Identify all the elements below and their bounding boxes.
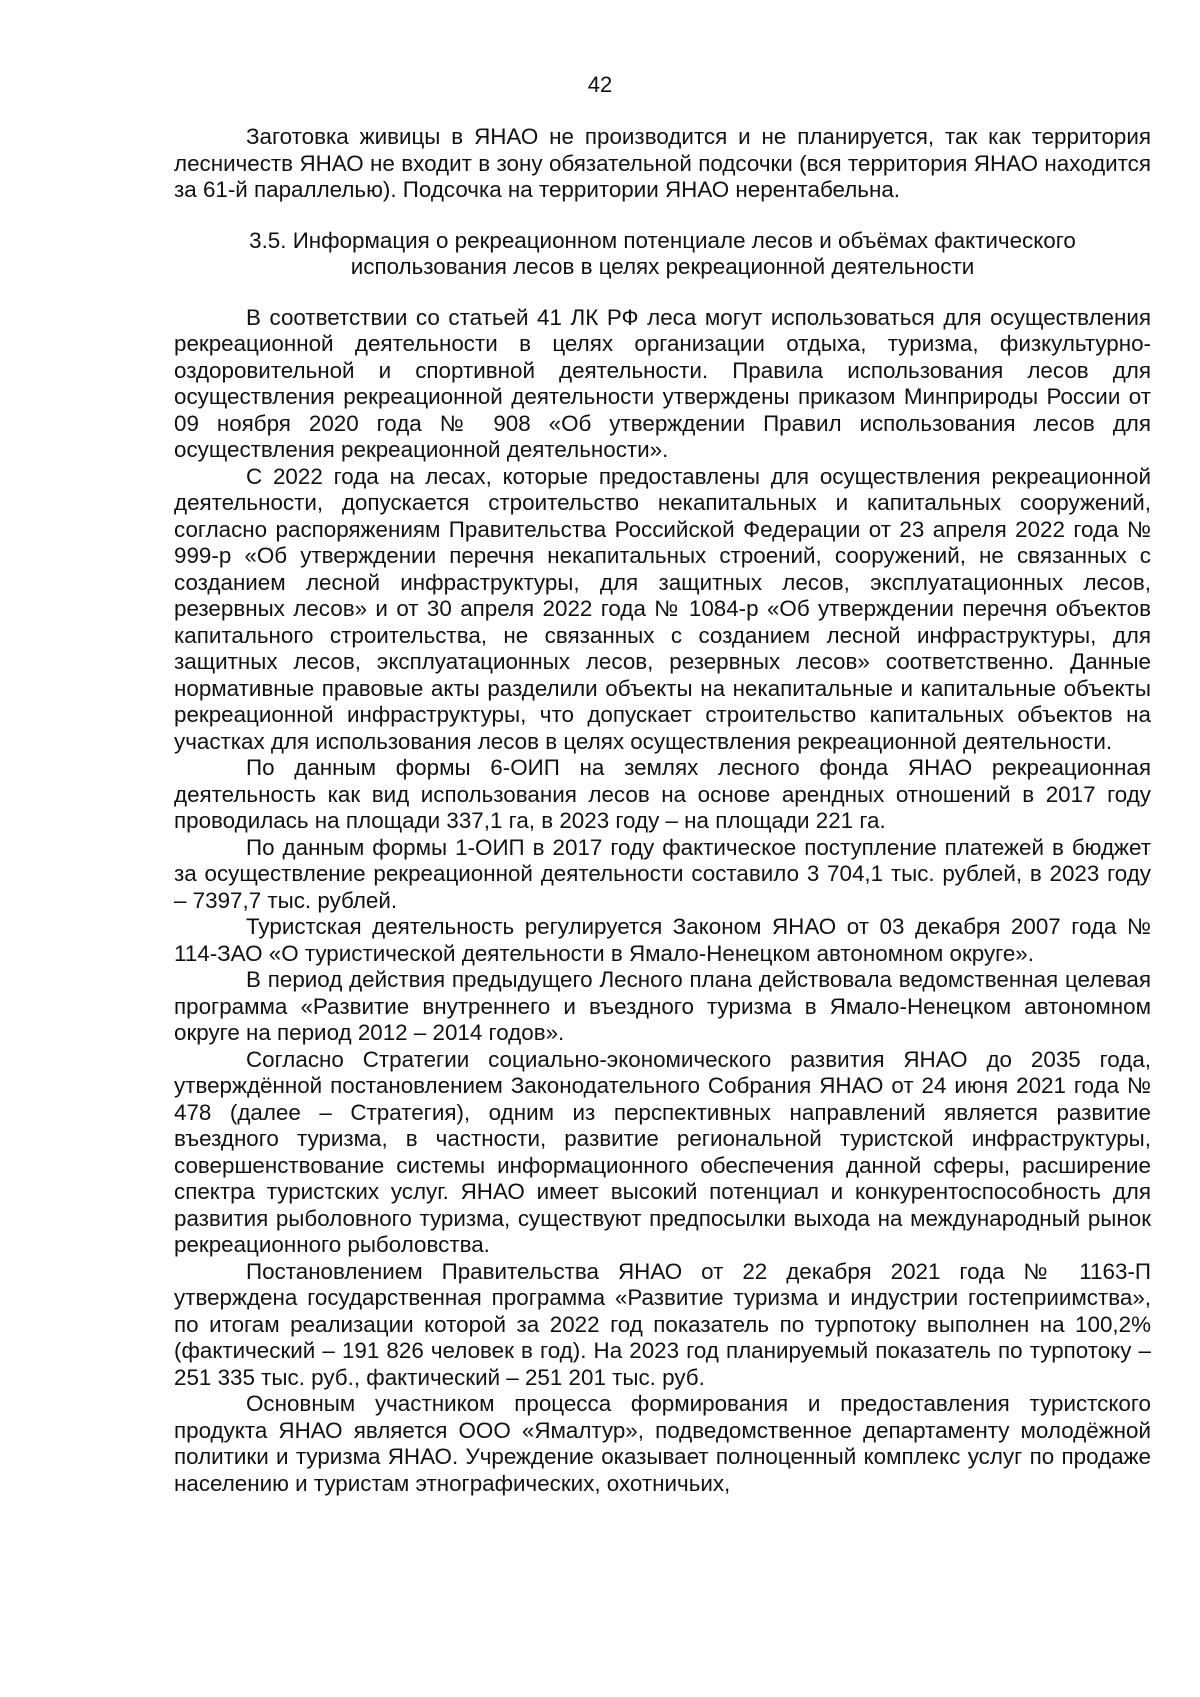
- section-heading-line-2: использования лесов в целях рекреационной деятельности: [350, 254, 975, 279]
- page-content: [174, 124, 1151, 1497]
- paragraph-previous-plan: В период действия предыдущего Лесного плана действовала ведомственная целевая программа «Развитие внутреннего и въездного туризма в Ямало-Ненецком автономном округе на период 2012 – 2014 годов».: [174, 967, 1151, 1045]
- paragraph-forest-code: В соответствии со статьей 41 ЛК РФ леса могут использоваться для осуществления рекреационной деятельности в целях организации отдыха, туризма, физкультурно-оздоровительной и спортивной деятельности. Правила использования лесов для осуществления рекреационной деятельности утверждены приказом Минприроды России от 09 ноября 2020 года № 908 «Об утверждении Правил использования лесов для осуществления рекреационной деятельности».: [174, 304, 1151, 462]
- paragraph-tourism-law: Туристская деятельность регулируется Законом ЯНАО от 03 декабря 2007 года № 114-ЗАО «О туристической деятельности в Ямало-Ненецком автономном округе».: [174, 914, 1151, 966]
- page-number: 42: [587, 72, 613, 97]
- paragraph-1-oip: По данным формы 1-ОИП в 2017 году фактическое поступление платежей в бюджет за осуществление рекреационной деятельности составило 3 704,1 тыс. рублей, в 2023 году – 7397,7 тыс. рублей.: [174, 834, 1151, 913]
- section-heading-line-1: 3.5. Информация о рекреационном потенциале лесов и объёмах фактического: [249, 227, 1076, 253]
- paragraph-yamaltur: Основным участником процесса формирования и предоставления туристского продукта ЯНАО является ООО «Ямалтур», подведомственное департаменту молодёжной политики и туризма ЯНАО. Учреждение оказывает полноценный комплекс услуг по продаже населению и туристам этнографических, охотничьих,: [174, 1391, 1151, 1496]
- paragraph-construction-2022: С 2022 года на лесах, которые предоставлены для осуществления рекреационной деятельности, допускается строительство некапитальных и капитальных сооружений, согласно распоряжениям Правительства Российской Федерации от 23 апреля 2022 года № 999-р «Об утверждении перечня некапитальных строений, сооружений, не связанных с созданием лесной инфраструктуры, для защитных лесов, эксплуатационных лесов, резервных лесов» и от 30 апреля 2022 года № 1084-р «Об утверждении перечня объектов капитального строительства, не связанных с созданием лесной инфраструктуры, для защитных лесов, эксплуатационных лесов, резервных лесов» соответственно. Данные нормативные правовые акты разделили объекты на некапитальные и капитальные объекты рекреационной инфраструктуры, что допускает строительство капитальных объектов на участках для использования лесов в целях осуществления рекреационной деятельности.: [174, 463, 1151, 754]
- section-heading: [174, 228, 1151, 281]
- intro-paragraph: Заготовка живицы в ЯНАО не производится и не планируется, так как территория лесничеств ЯНАО не входит в зону обязательной подсочки (вся территория ЯНАО находится за 61-й параллелью). Подсочка на территории ЯНАО нерентабельна.: [174, 124, 1151, 202]
- paragraph-state-program: Постановлением Правительства ЯНАО от 22 декабря 2021 года № 1163-П утверждена государственная программа «Развитие туризма и индустрии гостеприимства», по итогам реализации которой за 2022 год показатель по турпотоку выполнен на 100,2% (фактический – 191 826 человек в год). На 2023 год планируемый показатель по турпотоку – 251 335 тыс. руб., фактический – 251 201 тыс. руб.: [174, 1258, 1151, 1390]
- paragraph-strategy: Согласно Стратегии социально-экономического развития ЯНАО до 2035 года, утверждённой постановлением Законодательного Собрания ЯНАО от 24 июня 2021 года № 478 (далее – Стратегия), одним из перспективных направлений является развитие въездного туризма, в частности, развитие региональной туристской инфраструктуры, совершенствование системы информационного обеспечения данной сферы, расширение спектра туристских услуг. ЯНАО имеет высокий потенциал и конкурентоспособность для развития рыболовного туризма, существуют предпосылки выхода на международный рынок рекреационного рыболовства.: [174, 1046, 1151, 1257]
- paragraph-6-oip: По данным формы 6-ОИП на землях лесного фонда ЯНАО рекреационная деятельность как вид использования лесов на основе арендных отношений в 2017 году проводилась на площади 337,1 га, в 2023 году – на площади 221 га.: [174, 755, 1151, 833]
